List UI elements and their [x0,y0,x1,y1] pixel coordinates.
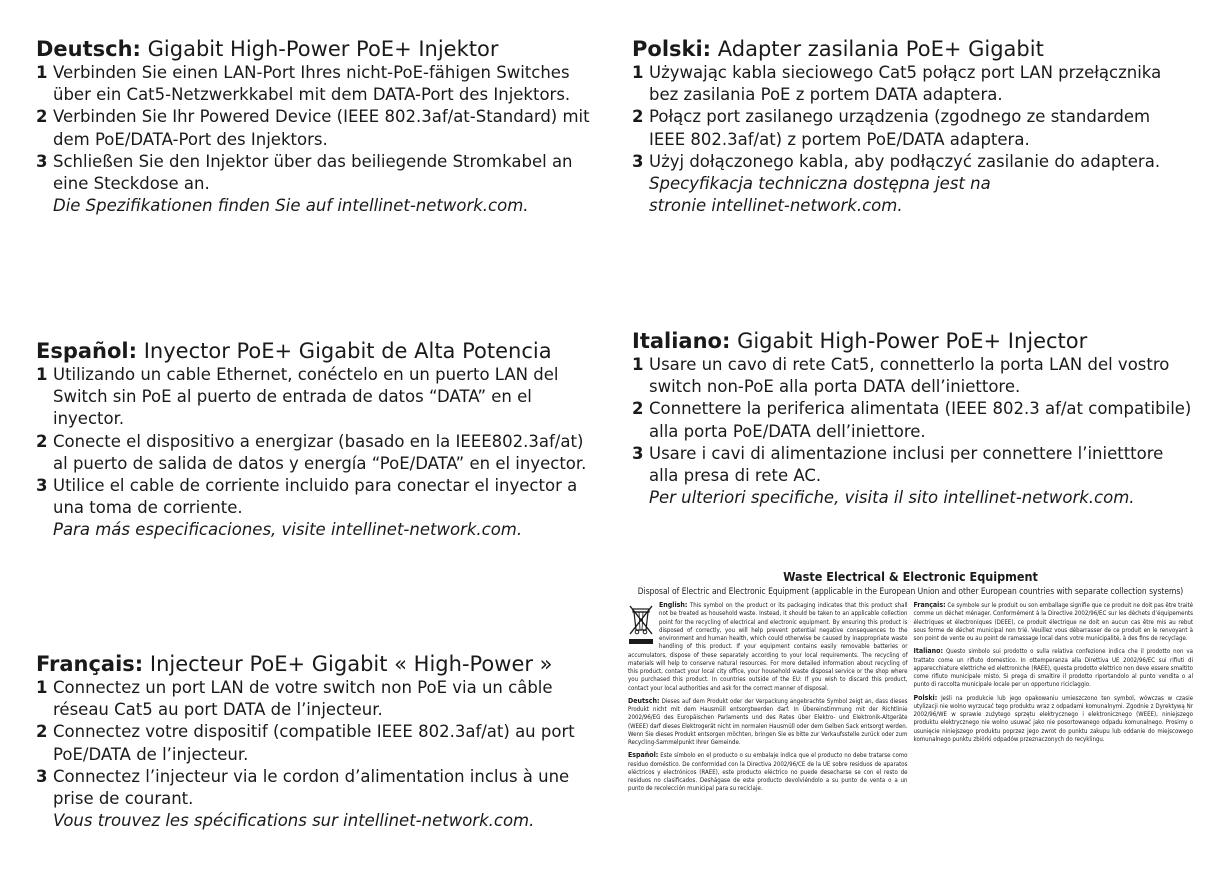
step-number: 3 [632,443,644,463]
step-2 [36,721,591,765]
step-text: Utilice el cable de corriente incluido para conectar el inyector a una toma de corriente. [53,476,578,518]
weee-francais [914,601,1194,643]
step-text: Schließen Sie den Injektor über das beiliegende Stromkabel an eine Steckdose an. [53,151,573,194]
step-3 [36,475,601,519]
language-label: Deutsch: [36,37,141,61]
step-number: 3 [632,151,644,171]
weee-lang-label: English: [659,601,688,609]
language-label: Español: [36,339,138,363]
step-number: 1 [632,63,644,82]
step-2 [632,106,1177,150]
step-number: 2 [36,431,48,451]
weee-english [628,601,908,693]
weee-italiano [914,647,1194,689]
step-1 [36,364,601,431]
weee-text: Questo simbolo sui prodotto o sulla relativa confezione indica che il prodotto non va trattato come un rifiuto domestico. In ottemperanza alla Direttiva UE 2002/96/EC sui rifiuti di apparecchiature elettriche ed elettroniche (RAEE), questa prodotto elettrico non deve essere smaltito come rifiuto municipale misto. Si prega di smaltire il prodotto riportandolo al punto vendita o al punto di raccolta municipale locale per un opportuno riciclaggio. [913,648,1193,689]
step-number: 1 [36,63,48,82]
step-text: Connectez un port LAN de votre switch non PoE via un câble réseau Cat5 au port DATA de l’injecteur. [53,678,553,720]
weee-espanol [628,751,908,793]
weee-lang-label: Deutsch: [628,696,660,705]
product-title: Inyector PoE+ Gigabit de Alta Potencia [143,339,552,363]
step-number: 2 [632,399,644,419]
section-deutsch [36,36,596,217]
section-italiano [632,328,1192,509]
product-title: Gigabit High-Power PoE+ Injektor [147,37,499,61]
step-text: Używając kabla sieciowego Cat5 połącz port LAN przełącznika bez zasilania PoE z portem DATA adaptera. [649,63,1162,105]
weee-lang-label: Español: [628,751,659,760]
section-polski [632,36,1177,217]
step-1 [36,62,596,106]
step-1 [632,354,1192,398]
step-text: Connettere la periferica alimentata (IEEE 802.3 af/at compatibile) alla porta PoE/DATA dell’iniettore. [649,399,1192,441]
weee-polski [914,694,1194,745]
step-text: Connectez votre dispositif (compatible IEEE 802.3af/at) au port PoE/DATA de l’injecteur. [53,722,575,764]
step-text: Połącz port zasilanego urządzenia (zgodnego ze standardem IEEE 802.3af/at) z portem PoE/DATA adaptera. [649,107,1151,149]
spec-note: Specyfikacja techniczna dostępna jest na stronie intellinet-network.com. [649,174,991,216]
section-heading [632,36,1177,62]
section-francais [36,651,591,832]
section-heading [36,338,601,364]
step-number: 2 [36,107,48,127]
spec-note: Die Spezifikationen finden Sie auf intellinet-network.com. [53,196,529,216]
step-text: Usare i cavi di alimentazione inclusi per connettere l’inietttore alla presa di rete AC. [649,443,1164,486]
weee-text: Este símbolo en el producto o su embalaje indica que el producto no debe tratarse como residuo doméstico. De conformidad con la Directiva 2002/96/CE de la UE sobre residuos de aparatos eléctricos y electrónicos (RAEE), este producto eléctrico no puede desecharse se con el resto de residuos no clasificados. Deshágase de este producto devolviéndolo a su punto de venta o a un punto de recolección municipal para su reciclaje. [628,752,908,793]
step-3 [36,151,596,195]
step-1 [36,677,591,721]
step-text: Verbinden Sie einen LAN-Port Ihres nicht-PoE-fähigen Switches über ein Cat5-Netzwerkkabel mit dem DATA-Port des Injektors. [53,63,571,105]
step-number: 1 [632,355,644,374]
weee-deutsch [628,697,908,748]
weee-column-left [628,601,908,798]
weee-lang-label: Polski: [913,693,938,702]
crossed-out-wheelie-bin-icon [628,603,654,647]
step-2 [36,431,601,475]
step-text: Conecte el dispositivo a energizar (basado en la IEEE802.3af/at) al puerto de salida de datos y energía “PoE/DATA” en el inyector. [53,431,587,473]
step-text: Utilizando un cable Ethernet, conéctelo en un puerto LAN del Switch sin PoE al puerto de entrada de datos “DATA” en el inyector. [53,365,559,429]
section-espanol [36,338,601,542]
section-heading [36,36,596,62]
weee-column-right [914,601,1194,798]
spec-note: Per ulteriori specifiche, visita il sito intellinet-network.com. [649,488,1135,508]
weee-lang-label: Italiano: [913,647,943,656]
step-number: 2 [36,722,48,742]
section-heading [36,651,591,677]
product-title: Gigabit High-Power PoE+ Injector [737,329,1088,353]
weee-lang-label: Français: [913,601,946,609]
section-heading [632,328,1192,354]
spec-note: Vous trouvez les spécifications sur intellinet-network.com. [53,811,535,831]
weee-text: This symbol on the product or its packaging indicates that this product shall not be treated as household waste. Instead, it should be taken to an applicable collection point for the recycling of electrical and electronic equipment. By ensuring this product is disposed of correctly, you will help prevent potential negative consequences to the environment and human health, which could otherwise be caused by inappropriate waste handling of this product. If your equipment contains easily removable batteries or accumulators, dispose of these separately according to your local requirements. The recycling of materials will help to conserve natural resources. For more detailed information about recycling of this product, contact your local city office, your household waste disposal service or the shop where you purchased this product. In countries outside of the EU: If you wish to discard this product, contact your local authorities and ask for the correct manner of disposal. [628,602,908,692]
weee-subtitle: Disposal of Electric and Electronic Equipment (applicable in the European Union and other European countries with separate collection systems) [637,586,1184,596]
step-number: 3 [36,151,48,171]
step-2 [36,106,596,150]
step-3 [36,766,591,810]
step-text: Connectez l’injecteur via le cordon d’alimentation inclus à une prise de courant. [53,766,570,809]
step-3 [632,151,1177,173]
product-title: Injecteur PoE+ Gigabit « High-Power » [149,652,553,676]
step-number: 1 [36,678,48,697]
step-text: Verbinden Sie Ihr Powered Device (IEEE 802.3af/at-Standard) mit dem PoE/DATA-Port des Injektors. [53,107,590,149]
language-label: Français: [36,652,144,676]
spec-note: Para más especificaciones, visite intellinet-network.com. [53,520,523,540]
weee-title: Waste Electrical & Electronic Equipment [783,569,1038,584]
product-title: Adapter zasilania PoE+ Gigabit [717,37,1044,61]
step-text: Usare un cavo di rete Cat5, connetterlo la porta LAN del vostro switch non-PoE alla porta DATA dell’iniettore. [649,355,1170,397]
weee-notice [628,569,1193,798]
step-1 [632,62,1177,106]
weee-text: Dieses auf dem Produkt oder der Verpackung angebrachte Symbol zeigt an, dass dieses Produkt nicht mit dem Hausmüll entsorgtwerden darf. In Übereinstimmung mit der Richtlinie 2002/96/EG des Europäischen Parlaments und des Rates über Elektro- und Elektronik-Altgeräte (WEEE) darf dieses Elektrogerät nicht im normalen Hausmüll oder dem Gelben Sack entsorgt werden. Wenn Sie dieses Produkt entsorgen möchten, bringen Sie es bitte zur Verkaufsstelle zurück oder zum Recycling-Sammelpunkt Ihrer Gemeinde. [628,697,908,746]
step-number: 2 [632,107,644,127]
step-number: 1 [36,365,48,384]
step-2 [632,398,1192,442]
language-label: Polski: [632,37,712,61]
step-text: Użyj dołączonego kabla, aby podłączyć zasilanie do adaptera. [649,151,1161,171]
language-label: Italiano: [632,329,731,353]
weee-text: Jeśli na produkcie lub jego opakowaniu umieszczono ten symbol, wówczas w czasie utylizacji nie wolno wyrzucać tego produktu wraz z odpadami komunalnymi. Zgodnie z Dyrektywą Nr 2002/96/WE w sprawie zużytego sprzętu elektrycznego i elektronicznego (WEEE), niniejszego produktu elektrycznego nie wolno usuwać jako nie posortowanego odpadu komunalnego. Prosimy o usunięcie niniejszego produktu poprzez jego zwrot do punktu zakupu lub oddanie do miejscowego komunalnego punktu zbiórki odpadów przeznaczonych do recyklingu. [913,694,1193,743]
step-3 [632,443,1192,487]
step-number: 3 [36,476,48,496]
weee-text: Ce symbole sur le produit ou son emballage signifie que ce produit ne doit pas être traité comme un déchet ménager. Conformément à la Directive 2002/96/EC sur les déchets d’équipements électriques et électroniques (DEEE), ce produit électrique ne doit en aucun cas être mis au rebut sous forme de déchet municipal non trié. Veuillez vous débarrasser de ce produit en le renvoyant à son point de vente ou au point de ramassage local dans votre municipalité, à des fins de recyclage. [913,602,1193,642]
step-number: 3 [36,766,48,786]
